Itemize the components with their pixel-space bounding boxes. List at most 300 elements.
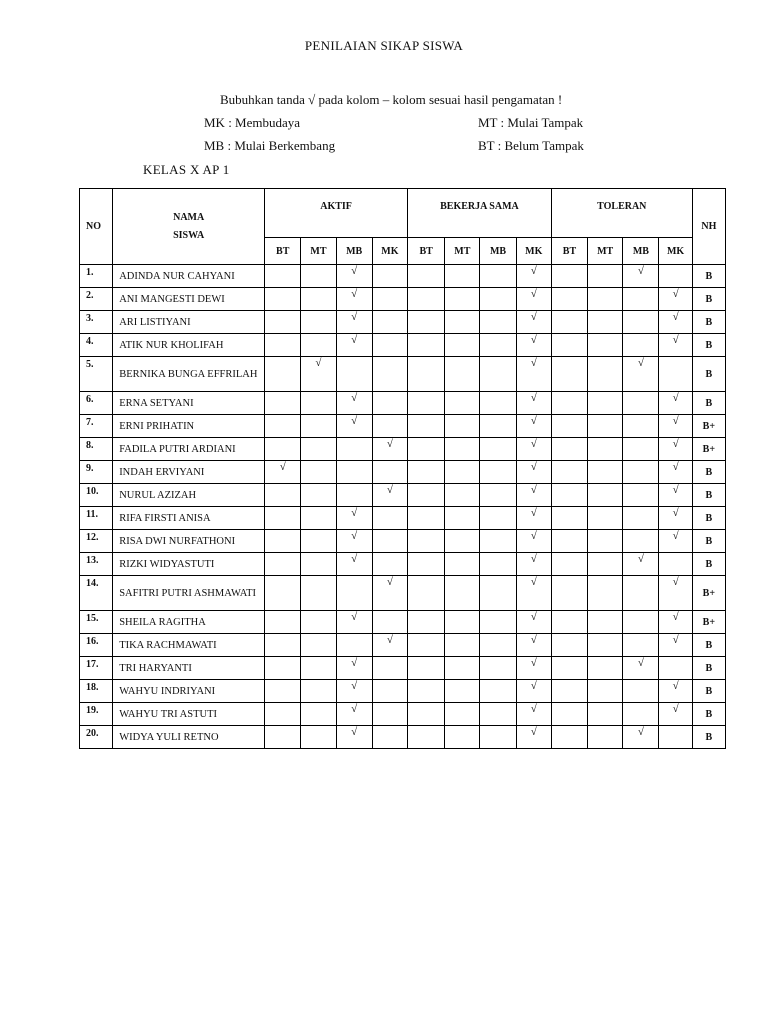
- cell-bekerja-mt: [445, 265, 480, 288]
- nh-grade: B: [692, 703, 725, 726]
- table-row: [80, 288, 726, 311]
- cell-bekerja-bt: [408, 726, 445, 749]
- cell-toleran-mk: [659, 657, 692, 680]
- student-name: BERNIKA BUNGA EFFRILAH: [113, 357, 265, 392]
- cell-aktif-mt: [301, 507, 336, 530]
- check-mark: √: [351, 392, 358, 404]
- check-mark: √: [672, 530, 679, 542]
- cell-toleran-mt: [588, 530, 623, 553]
- cell-aktif-mk: [372, 726, 407, 749]
- cell-toleran-mb: [623, 311, 659, 334]
- cell-toleran-mb: [623, 530, 659, 553]
- cell-toleran-mk: [659, 576, 692, 611]
- cell-aktif-mb: [336, 461, 372, 484]
- cell-toleran-bt: [551, 657, 587, 680]
- cell-toleran-bt: [551, 530, 587, 553]
- cell-aktif-mb: [336, 392, 372, 415]
- cell-toleran-mk: [659, 726, 692, 749]
- cell-toleran-mt: [588, 634, 623, 657]
- check-mark: √: [530, 553, 537, 565]
- cell-aktif-mt: [301, 438, 336, 461]
- cell-bekerja-mk: [516, 530, 551, 553]
- check-mark: √: [351, 553, 358, 565]
- cell-bekerja-mb: [480, 311, 516, 334]
- cell-aktif-mt: [301, 611, 336, 634]
- subheader-bekerja-mb: MB: [480, 238, 516, 265]
- header-nama-line1: NAMA: [173, 211, 205, 223]
- table-row: [80, 484, 726, 507]
- cell-aktif-mb: [336, 311, 372, 334]
- cell-toleran-bt: [551, 357, 587, 392]
- cell-toleran-bt: [551, 634, 587, 657]
- cell-bekerja-mt: [445, 726, 480, 749]
- cell-aktif-bt: [265, 484, 301, 507]
- nh-grade: B: [692, 726, 725, 749]
- check-mark: √: [386, 484, 393, 496]
- cell-bekerja-bt: [408, 680, 445, 703]
- cell-toleran-bt: [551, 415, 587, 438]
- cell-bekerja-mk: [516, 438, 551, 461]
- check-mark: √: [351, 530, 358, 542]
- cell-bekerja-mt: [445, 461, 480, 484]
- instruction-text: Bubuhkan tanda √ pada kolom – kolom sesuai hasil pengamatan !: [220, 92, 563, 107]
- cell-aktif-bt: [265, 438, 301, 461]
- cell-bekerja-mt: [445, 415, 480, 438]
- cell-aktif-mb: [336, 265, 372, 288]
- cell-aktif-bt: [265, 576, 301, 611]
- check-mark: √: [351, 726, 358, 738]
- student-name: RIFA FIRSTI ANISA: [113, 507, 265, 530]
- table-row: [80, 265, 726, 288]
- cell-aktif-mt: [301, 265, 336, 288]
- check-mark: √: [672, 680, 679, 692]
- cell-bekerja-mk: [516, 553, 551, 576]
- check-mark: √: [279, 461, 286, 473]
- cell-toleran-mk: [659, 438, 692, 461]
- cell-toleran-bt: [551, 507, 587, 530]
- row-number: 7.: [80, 415, 113, 438]
- cell-aktif-bt: [265, 415, 301, 438]
- table-row: [80, 703, 726, 726]
- cell-bekerja-bt: [408, 657, 445, 680]
- student-name: TIKA RACHMAWATI: [113, 634, 265, 657]
- cell-toleran-bt: [551, 680, 587, 703]
- student-name: RISA DWI NURFATHONI: [113, 530, 265, 553]
- cell-aktif-mt: [301, 553, 336, 576]
- cell-bekerja-mt: [445, 438, 480, 461]
- row-number: 11.: [80, 507, 113, 530]
- cell-bekerja-mt: [445, 288, 480, 311]
- table-row: [80, 611, 726, 634]
- subheader-bekerja-mt: MT: [445, 238, 480, 265]
- check-mark: √: [530, 576, 537, 588]
- cell-bekerja-mk: [516, 392, 551, 415]
- cell-bekerja-bt: [408, 507, 445, 530]
- cell-toleran-mk: [659, 680, 692, 703]
- cell-bekerja-mb: [480, 334, 516, 357]
- cell-aktif-mb: [336, 657, 372, 680]
- cell-toleran-mk: [659, 507, 692, 530]
- cell-bekerja-mb: [480, 357, 516, 392]
- cell-aktif-mt: [301, 726, 336, 749]
- cell-aktif-bt: [265, 311, 301, 334]
- check-mark: √: [637, 357, 644, 369]
- cell-bekerja-mt: [445, 484, 480, 507]
- check-mark: √: [530, 703, 537, 715]
- subheader-aktif-mt: MT: [301, 238, 336, 265]
- cell-toleran-mk: [659, 461, 692, 484]
- cell-aktif-bt: [265, 530, 301, 553]
- cell-aktif-mk: [372, 703, 407, 726]
- cell-bekerja-mt: [445, 657, 480, 680]
- cell-toleran-mt: [588, 461, 623, 484]
- student-name: WAHYU INDRIYANI: [113, 680, 265, 703]
- student-name: RIZKI WIDYASTUTI: [113, 553, 265, 576]
- cell-aktif-mt: [301, 311, 336, 334]
- cell-toleran-bt: [551, 461, 587, 484]
- check-mark: √: [315, 357, 322, 369]
- cell-bekerja-bt: [408, 357, 445, 392]
- row-number: 20.: [80, 726, 113, 749]
- row-number: 19.: [80, 703, 113, 726]
- cell-bekerja-mk: [516, 634, 551, 657]
- cell-aktif-mt: [301, 634, 336, 657]
- cell-toleran-mt: [588, 288, 623, 311]
- cell-aktif-mk: [372, 507, 407, 530]
- cell-aktif-mk: [372, 415, 407, 438]
- subheader-aktif-bt: BT: [265, 238, 301, 265]
- cell-toleran-mb: [623, 334, 659, 357]
- cell-aktif-mb: [336, 611, 372, 634]
- cell-toleran-mk: [659, 553, 692, 576]
- class-label: KELAS X AP 1: [143, 162, 230, 177]
- header-bekerja-sama: BEKERJA SAMA: [408, 189, 552, 238]
- cell-toleran-mb: [623, 703, 659, 726]
- header-nama: [113, 189, 265, 265]
- cell-toleran-mb: [623, 553, 659, 576]
- cell-toleran-mk: [659, 334, 692, 357]
- page-title: PENILAIAN SIKAP SISWA: [304, 38, 464, 53]
- cell-aktif-mk: [372, 288, 407, 311]
- cell-toleran-bt: [551, 265, 587, 288]
- table-row: [80, 461, 726, 484]
- cell-bekerja-mk: [516, 311, 551, 334]
- cell-aktif-bt: [265, 334, 301, 357]
- cell-bekerja-mb: [480, 634, 516, 657]
- cell-bekerja-mk: [516, 484, 551, 507]
- cell-bekerja-mk: [516, 657, 551, 680]
- student-name: NURUL AZIZAH: [113, 484, 265, 507]
- check-mark: √: [672, 507, 679, 519]
- cell-bekerja-mb: [480, 576, 516, 611]
- check-mark: √: [672, 392, 679, 404]
- header-toleran: TOLERAN: [551, 189, 692, 238]
- cell-toleran-mk: [659, 611, 692, 634]
- cell-bekerja-mb: [480, 415, 516, 438]
- row-number: 5.: [80, 357, 113, 392]
- nh-grade: B: [692, 461, 725, 484]
- cell-aktif-mt: [301, 288, 336, 311]
- nh-grade: B: [692, 634, 725, 657]
- cell-toleran-bt: [551, 311, 587, 334]
- check-mark: √: [672, 703, 679, 715]
- cell-bekerja-bt: [408, 334, 445, 357]
- cell-toleran-mk: [659, 634, 692, 657]
- cell-bekerja-mb: [480, 553, 516, 576]
- nh-grade: B: [692, 553, 725, 576]
- nh-grade: B+: [692, 611, 725, 634]
- cell-bekerja-bt: [408, 576, 445, 611]
- nh-grade: B: [692, 311, 725, 334]
- cell-toleran-mb: [623, 726, 659, 749]
- check-mark: √: [672, 611, 679, 623]
- subheader-bekerja-mk: MK: [516, 238, 551, 265]
- cell-toleran-bt: [551, 611, 587, 634]
- nh-grade: B+: [692, 576, 725, 611]
- nh-grade: B: [692, 288, 725, 311]
- cell-bekerja-mb: [480, 703, 516, 726]
- check-mark: √: [351, 288, 358, 300]
- cell-aktif-mk: [372, 680, 407, 703]
- student-name: TRI HARYANTI: [113, 657, 265, 680]
- student-name: FADILA PUTRI ARDIANI: [113, 438, 265, 461]
- cell-bekerja-bt: [408, 288, 445, 311]
- cell-bekerja-mt: [445, 634, 480, 657]
- cell-bekerja-mt: [445, 576, 480, 611]
- cell-aktif-mk: [372, 553, 407, 576]
- nh-grade: B: [692, 357, 725, 392]
- table-row: [80, 657, 726, 680]
- cell-aktif-mb: [336, 334, 372, 357]
- cell-aktif-bt: [265, 657, 301, 680]
- check-mark: √: [530, 438, 537, 450]
- table-row: [80, 530, 726, 553]
- table-row: [80, 680, 726, 703]
- cell-bekerja-bt: [408, 415, 445, 438]
- cell-toleran-mt: [588, 611, 623, 634]
- cell-aktif-mt: [301, 461, 336, 484]
- row-number: 14.: [80, 576, 113, 611]
- cell-bekerja-mk: [516, 507, 551, 530]
- cell-aktif-mt: [301, 680, 336, 703]
- cell-aktif-mk: [372, 334, 407, 357]
- cell-aktif-mt: [301, 392, 336, 415]
- cell-toleran-mb: [623, 265, 659, 288]
- cell-aktif-mk: [372, 611, 407, 634]
- cell-aktif-mk: [372, 357, 407, 392]
- cell-aktif-bt: [265, 634, 301, 657]
- student-name: WIDYA YULI RETNO: [113, 726, 265, 749]
- check-mark: √: [530, 392, 537, 404]
- cell-toleran-mb: [623, 357, 659, 392]
- check-mark: √: [672, 438, 679, 450]
- cell-bekerja-mb: [480, 680, 516, 703]
- cell-aktif-mb: [336, 484, 372, 507]
- cell-bekerja-bt: [408, 611, 445, 634]
- subheader-toleran-bt: BT: [551, 238, 587, 265]
- student-name: ADINDA NUR CAHYANI: [113, 265, 265, 288]
- cell-toleran-mt: [588, 703, 623, 726]
- cell-toleran-mk: [659, 311, 692, 334]
- cell-aktif-bt: [265, 288, 301, 311]
- table-row: [80, 634, 726, 657]
- cell-aktif-mt: [301, 703, 336, 726]
- cell-toleran-mb: [623, 392, 659, 415]
- cell-toleran-bt: [551, 334, 587, 357]
- check-mark: √: [637, 657, 644, 669]
- cell-aktif-mb: [336, 507, 372, 530]
- cell-bekerja-mt: [445, 357, 480, 392]
- cell-aktif-bt: [265, 507, 301, 530]
- nh-grade: B: [692, 530, 725, 553]
- student-name: ATIK NUR KHOLIFAH: [113, 334, 265, 357]
- cell-bekerja-mt: [445, 507, 480, 530]
- cell-aktif-mb: [336, 726, 372, 749]
- cell-bekerja-mb: [480, 530, 516, 553]
- cell-aktif-mt: [301, 334, 336, 357]
- cell-aktif-bt: [265, 392, 301, 415]
- cell-bekerja-bt: [408, 703, 445, 726]
- cell-bekerja-mb: [480, 507, 516, 530]
- cell-bekerja-mb: [480, 392, 516, 415]
- check-mark: √: [351, 680, 358, 692]
- cell-toleran-mb: [623, 484, 659, 507]
- cell-aktif-mb: [336, 288, 372, 311]
- check-mark: √: [530, 530, 537, 542]
- check-mark: √: [530, 484, 537, 496]
- check-mark: √: [530, 415, 537, 427]
- cell-aktif-mk: [372, 265, 407, 288]
- cell-toleran-bt: [551, 703, 587, 726]
- nh-grade: B+: [692, 415, 725, 438]
- check-mark: √: [637, 553, 644, 565]
- cell-toleran-mt: [588, 334, 623, 357]
- cell-bekerja-mk: [516, 611, 551, 634]
- check-mark: √: [530, 461, 537, 473]
- cell-toleran-mt: [588, 438, 623, 461]
- check-mark: √: [672, 634, 679, 646]
- cell-aktif-bt: [265, 553, 301, 576]
- check-mark: √: [351, 507, 358, 519]
- check-mark: √: [351, 415, 358, 427]
- cell-bekerja-mb: [480, 461, 516, 484]
- cell-aktif-mb: [336, 680, 372, 703]
- check-mark: √: [530, 611, 537, 623]
- check-mark: √: [386, 438, 393, 450]
- cell-aktif-mb: [336, 530, 372, 553]
- cell-aktif-mk: [372, 634, 407, 657]
- header-no: NO: [80, 189, 113, 265]
- cell-bekerja-mb: [480, 265, 516, 288]
- check-mark: √: [351, 611, 358, 623]
- cell-aktif-mb: [336, 703, 372, 726]
- subheader-toleran-mt: MT: [588, 238, 623, 265]
- subheader-toleran-mk: MK: [659, 238, 692, 265]
- cell-bekerja-mk: [516, 415, 551, 438]
- cell-aktif-mk: [372, 576, 407, 611]
- cell-toleran-mk: [659, 265, 692, 288]
- cell-bekerja-mb: [480, 438, 516, 461]
- cell-bekerja-mt: [445, 334, 480, 357]
- table-row: [80, 726, 726, 749]
- cell-bekerja-mt: [445, 311, 480, 334]
- cell-toleran-mt: [588, 357, 623, 392]
- header-nama-line2: SISWA: [173, 229, 205, 241]
- check-mark: √: [386, 576, 393, 588]
- cell-toleran-mt: [588, 392, 623, 415]
- check-mark: √: [672, 415, 679, 427]
- cell-aktif-mk: [372, 438, 407, 461]
- cell-bekerja-bt: [408, 265, 445, 288]
- cell-toleran-mt: [588, 507, 623, 530]
- table-row: [80, 438, 726, 461]
- cell-aktif-bt: [265, 357, 301, 392]
- cell-aktif-bt: [265, 265, 301, 288]
- cell-toleran-mk: [659, 357, 692, 392]
- check-mark: √: [351, 657, 358, 669]
- cell-aktif-mt: [301, 530, 336, 553]
- check-mark: √: [672, 461, 679, 473]
- cell-aktif-bt: [265, 461, 301, 484]
- cell-bekerja-bt: [408, 438, 445, 461]
- table-row: [80, 392, 726, 415]
- cell-toleran-mt: [588, 680, 623, 703]
- cell-bekerja-mk: [516, 357, 551, 392]
- cell-toleran-mt: [588, 553, 623, 576]
- cell-bekerja-mb: [480, 611, 516, 634]
- cell-aktif-mk: [372, 311, 407, 334]
- cell-toleran-bt: [551, 553, 587, 576]
- check-mark: √: [530, 657, 537, 669]
- cell-bekerja-mt: [445, 392, 480, 415]
- cell-toleran-mb: [623, 507, 659, 530]
- cell-aktif-mt: [301, 576, 336, 611]
- cell-bekerja-mt: [445, 530, 480, 553]
- cell-aktif-mk: [372, 484, 407, 507]
- cell-aktif-mk: [372, 392, 407, 415]
- nh-grade: B+: [692, 438, 725, 461]
- subheader-toleran-mb: MB: [623, 238, 659, 265]
- nh-grade: B: [692, 392, 725, 415]
- row-number: 8.: [80, 438, 113, 461]
- cell-bekerja-mt: [445, 703, 480, 726]
- cell-toleran-mt: [588, 311, 623, 334]
- row-number: 9.: [80, 461, 113, 484]
- cell-bekerja-bt: [408, 311, 445, 334]
- nh-grade: B: [692, 507, 725, 530]
- table-row: [80, 553, 726, 576]
- check-mark: √: [530, 334, 537, 346]
- row-number: 6.: [80, 392, 113, 415]
- table-row: [80, 357, 726, 392]
- cell-aktif-mt: [301, 357, 336, 392]
- cell-bekerja-mk: [516, 680, 551, 703]
- cell-toleran-mt: [588, 726, 623, 749]
- check-mark: √: [351, 265, 358, 277]
- check-mark: √: [672, 576, 679, 588]
- check-mark: √: [672, 288, 679, 300]
- legend-mb: MB : Mulai Berkembang: [204, 138, 336, 153]
- cell-bekerja-bt: [408, 530, 445, 553]
- legend-bt: BT : Belum Tampak: [478, 138, 584, 153]
- row-number: 4.: [80, 334, 113, 357]
- cell-toleran-mb: [623, 438, 659, 461]
- cell-toleran-mk: [659, 392, 692, 415]
- legend-mt: MT : Mulai Tampak: [478, 115, 584, 130]
- cell-toleran-mb: [623, 415, 659, 438]
- cell-aktif-mt: [301, 415, 336, 438]
- cell-aktif-mt: [301, 657, 336, 680]
